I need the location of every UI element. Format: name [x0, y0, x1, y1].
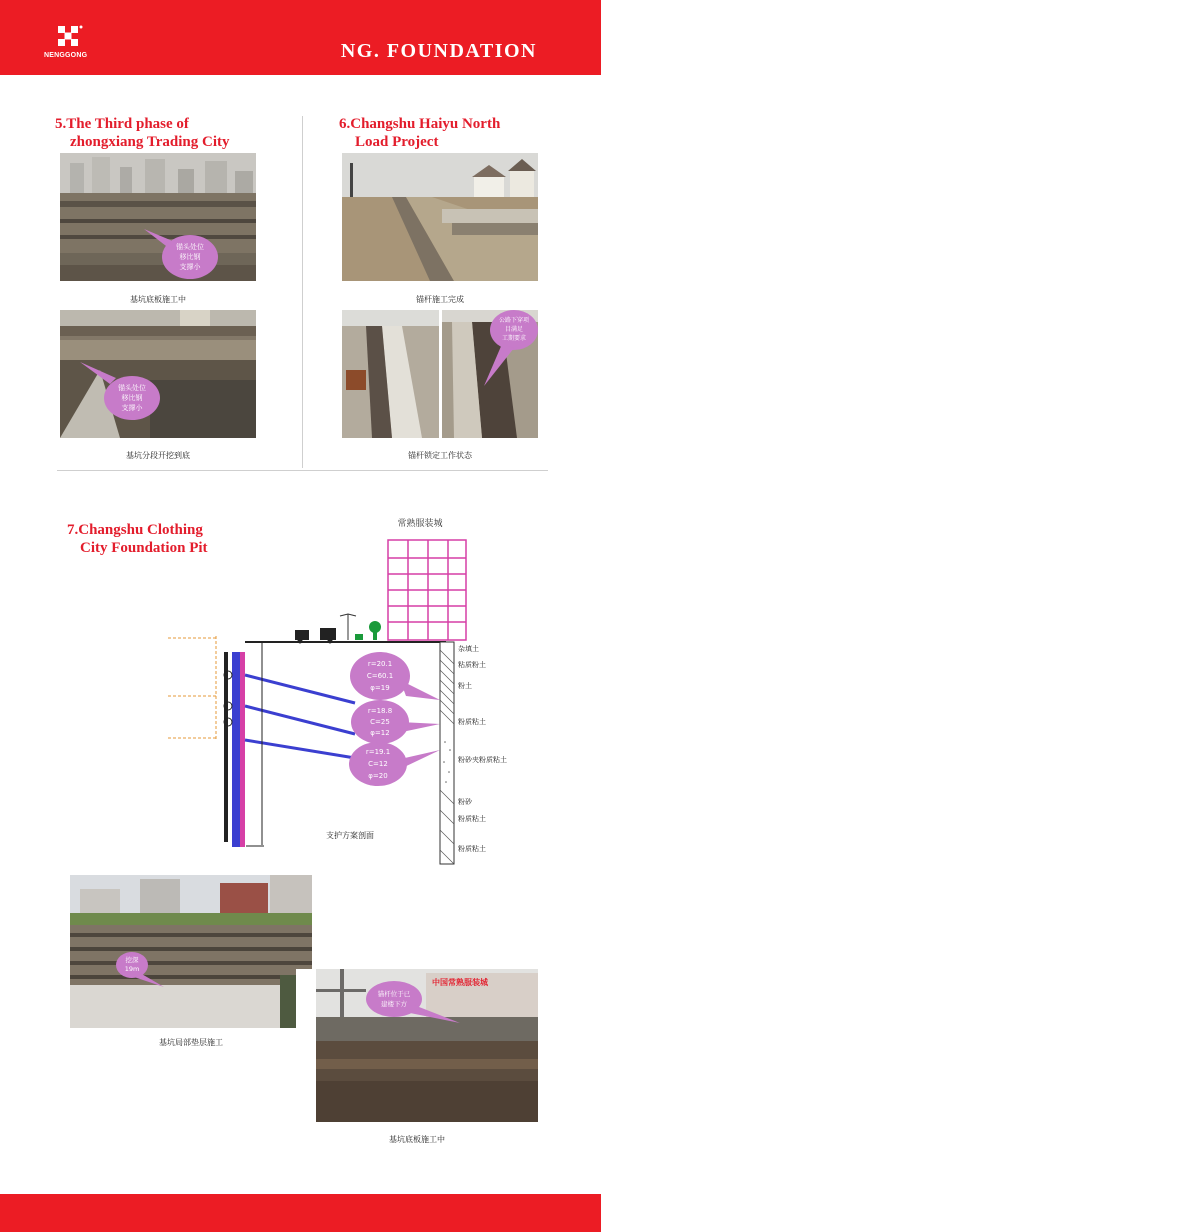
svg-text:φ=12: φ=12 [370, 729, 390, 737]
soil-layer-3: 粉土 [458, 682, 472, 690]
brand-title: NG. FOUNDATION [340, 40, 537, 62]
svg-text:r=18.8: r=18.8 [367, 707, 393, 715]
svg-text:19m: 19m [124, 965, 140, 973]
section-6-photo-1 [342, 153, 538, 281]
svg-text:C=12: C=12 [368, 760, 388, 768]
soil-layer-2: 粘质粉土 [458, 661, 486, 669]
svg-text:r=19.1: r=19.1 [365, 748, 391, 756]
logo-text: NENGGONG [44, 52, 88, 59]
section-7-photo-1-bubble [112, 949, 172, 993]
page-header [0, 0, 601, 75]
street-lamp-icon [340, 614, 356, 640]
section-6-photo-1-caption: 锚杆施工完成 [416, 295, 464, 304]
section-6-photo-2-bubble [480, 310, 538, 396]
soil-layer-7: 粉质粘土 [458, 815, 486, 823]
diagram-bubble-2 [351, 700, 440, 744]
diagram-caption: 支护方案剖面 [326, 831, 374, 840]
svg-text:锚头处位: 锚头处位 [176, 243, 204, 251]
diagram-bubble-3 [349, 742, 440, 786]
section-7-photo-1 [70, 875, 312, 1028]
svg-text:C=25: C=25 [370, 718, 390, 726]
soil-layer-5: 粉砂夹粉质粘土 [458, 756, 507, 764]
svg-text:支撑小: 支撑小 [179, 263, 201, 271]
svg-text:移比钢: 移比钢 [179, 253, 201, 261]
horizontal-divider [57, 470, 548, 471]
svg-text:移比钢: 移比钢 [121, 394, 143, 402]
section-5-title: 5.The Third phase of zhongxiang Trading City [55, 116, 230, 150]
section-5-photo-1 [60, 153, 256, 281]
soil-layer-6: 粉砂 [458, 798, 472, 806]
svg-text:工期要求: 工期要求 [501, 335, 527, 342]
svg-text:锚头处位: 锚头处位 [118, 384, 146, 392]
section-7-photo-2-bubble [360, 977, 470, 1033]
soil-layer-1: 杂填土 [458, 645, 479, 653]
section-5-photo-2-caption: 基坑分段开挖到底 [126, 451, 190, 460]
section-7-photo-2-caption: 基坑底板施工中 [389, 1135, 445, 1144]
tree-icon [355, 621, 381, 640]
section-7-photo-1-caption: 基坑局部垫层施工 [159, 1038, 223, 1047]
soil-layer-4: 粉质粘土 [458, 718, 486, 726]
diagram-bubble-1 [350, 652, 440, 700]
svg-text:锚杆位于已: 锚杆位于已 [377, 990, 411, 998]
svg-text:支撑小: 支撑小 [121, 404, 143, 412]
section-7-photo-2 [296, 969, 538, 1122]
support-scheme-diagram [150, 510, 550, 870]
section-6-photo-2 [342, 310, 538, 438]
svg-text:挖深: 挖深 [125, 956, 139, 964]
clothing-city-sign: 中国常熟服装城 [432, 978, 488, 987]
svg-text:r=20.1: r=20.1 [367, 660, 393, 668]
svg-text:φ=20: φ=20 [368, 772, 388, 780]
section-6-photo-2-caption: 锚杆锁定工作状态 [408, 451, 472, 460]
svg-text:C=60.1: C=60.1 [366, 672, 394, 680]
section-5-photo-1-caption: 基坑底板施工中 [130, 295, 186, 304]
vertical-divider [302, 116, 303, 468]
section-5-photo-2 [60, 310, 256, 438]
section-5-photo-1-bubble [142, 225, 222, 281]
building-icon [388, 540, 466, 640]
soil-layer-8: 粉质粘土 [458, 845, 486, 853]
section-7-title: 7.Changshu Clothing City Foundation Pit [67, 522, 208, 556]
building-label: 常熟服装城 [397, 519, 443, 529]
svg-text:φ=19: φ=19 [370, 684, 390, 692]
svg-text:公路下穿项: 公路下穿项 [498, 317, 530, 324]
svg-text:目满足: 目满足 [504, 326, 524, 333]
page-footer [0, 1194, 601, 1232]
svg-text:建楼下方: 建楼下方 [381, 1000, 407, 1008]
section-5-photo-2-bubble [76, 358, 164, 422]
section-6-title: 6.Changshu Haiyu North Load Project [339, 116, 501, 150]
